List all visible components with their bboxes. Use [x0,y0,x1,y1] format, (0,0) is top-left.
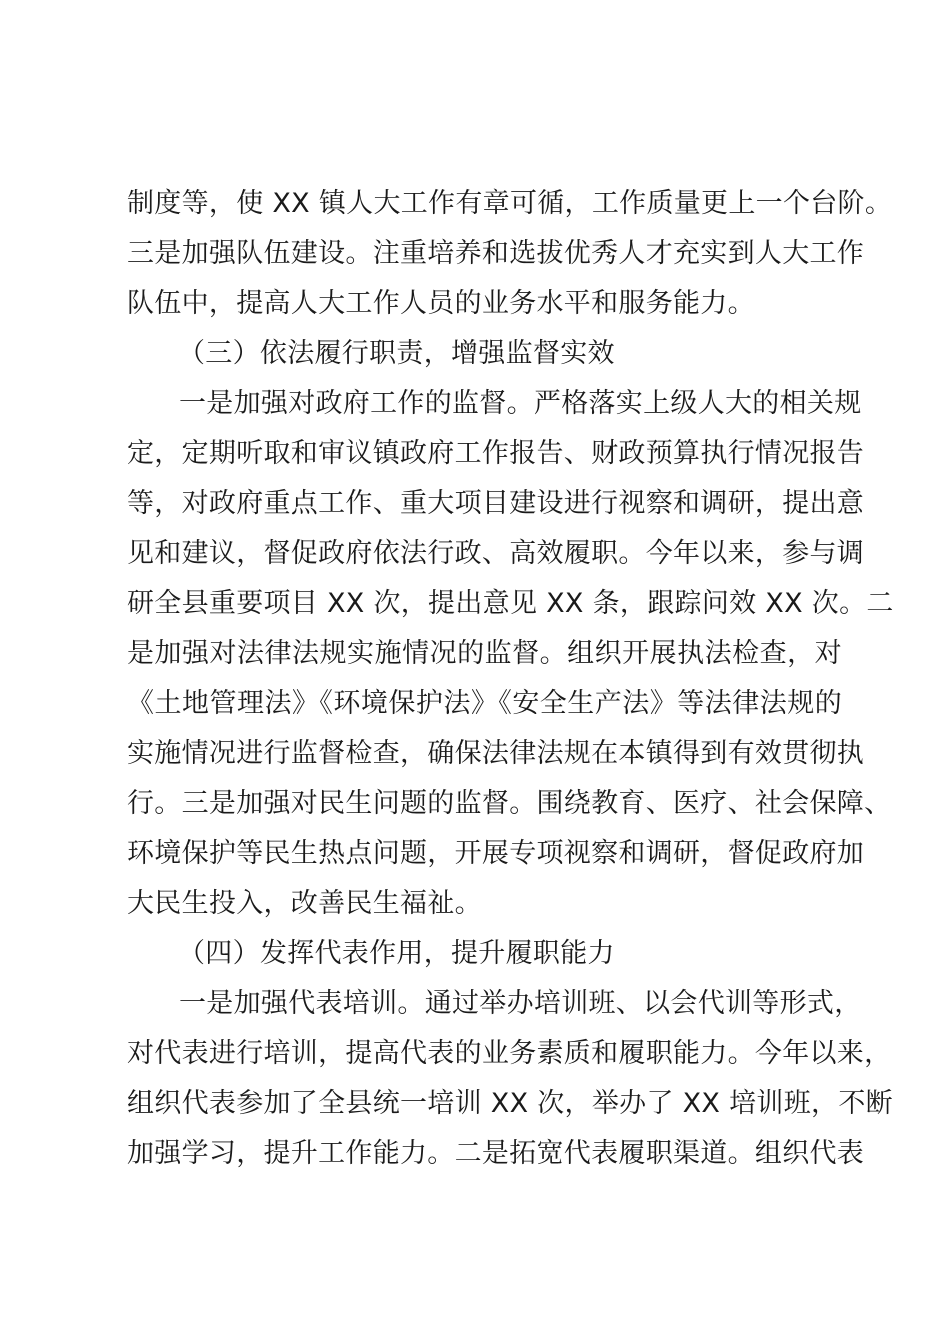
text-line: 环境保护等民生热点问题，开展专项视察和调研，督促政府加 [127,838,865,869]
text-line: 等，对政府重点工作、重大项目建设进行视察和调研，提出意 [127,488,865,519]
text-line: 大民生投入，改善民生福祉。 [127,888,482,919]
section-heading: （三）依法履行职责，增强监督实效 [178,338,615,369]
section-heading: （四）发挥代表作用，提升履职能力 [178,938,615,969]
text-line: 加强学习，提升工作能力。二是拓宽代表履职渠道。组织代表 [127,1138,865,1169]
text-line: 对代表进行培训，提高代表的业务素质和履职能力。今年以来， [127,1038,892,1069]
text-line: 三是加强队伍建设。注重培养和选拔优秀人才充实到人大工作 [127,238,865,269]
text-line: 定，定期听取和审议镇政府工作报告、财政预算执行情况报告 [127,438,865,469]
text-line: 实施情况进行监督检查，确保法律法规在本镇得到有效贯彻执 [127,738,865,769]
text-line: 组织代表参加了全县统一培训 XX 次，举办了 XX 培训班，不断 [127,1088,893,1119]
text-line: 《土地管理法》《环境保护法》《安全生产法》等法律法规的 [127,688,842,719]
text-line: 一是加强对政府工作的监督。严格落实上级人大的相关规 [179,388,862,419]
text-line: 队伍中，提高人大工作人员的业务水平和服务能力。 [127,288,755,319]
text-line: 研全县重要项目 XX 次，提出意见 XX 条，跟踪问效 XX 次。二 [127,588,894,619]
text-line: 行。三是加强对民生问题的监督。围绕教育、医疗、社会保障、 [127,788,892,819]
text-line: 制度等，使 XX 镇人大工作有章可循，工作质量更上一个台阶。 [127,188,893,219]
text-line: 见和建议，督促政府依法行政、高效履职。今年以来，参与调 [127,538,865,569]
text-line: 是加强对法律法规实施情况的监督。组织开展执法检查，对 [127,638,842,669]
text-line: 一是加强代表培训。通过举办培训班、以会代训等形式， [179,988,862,1019]
